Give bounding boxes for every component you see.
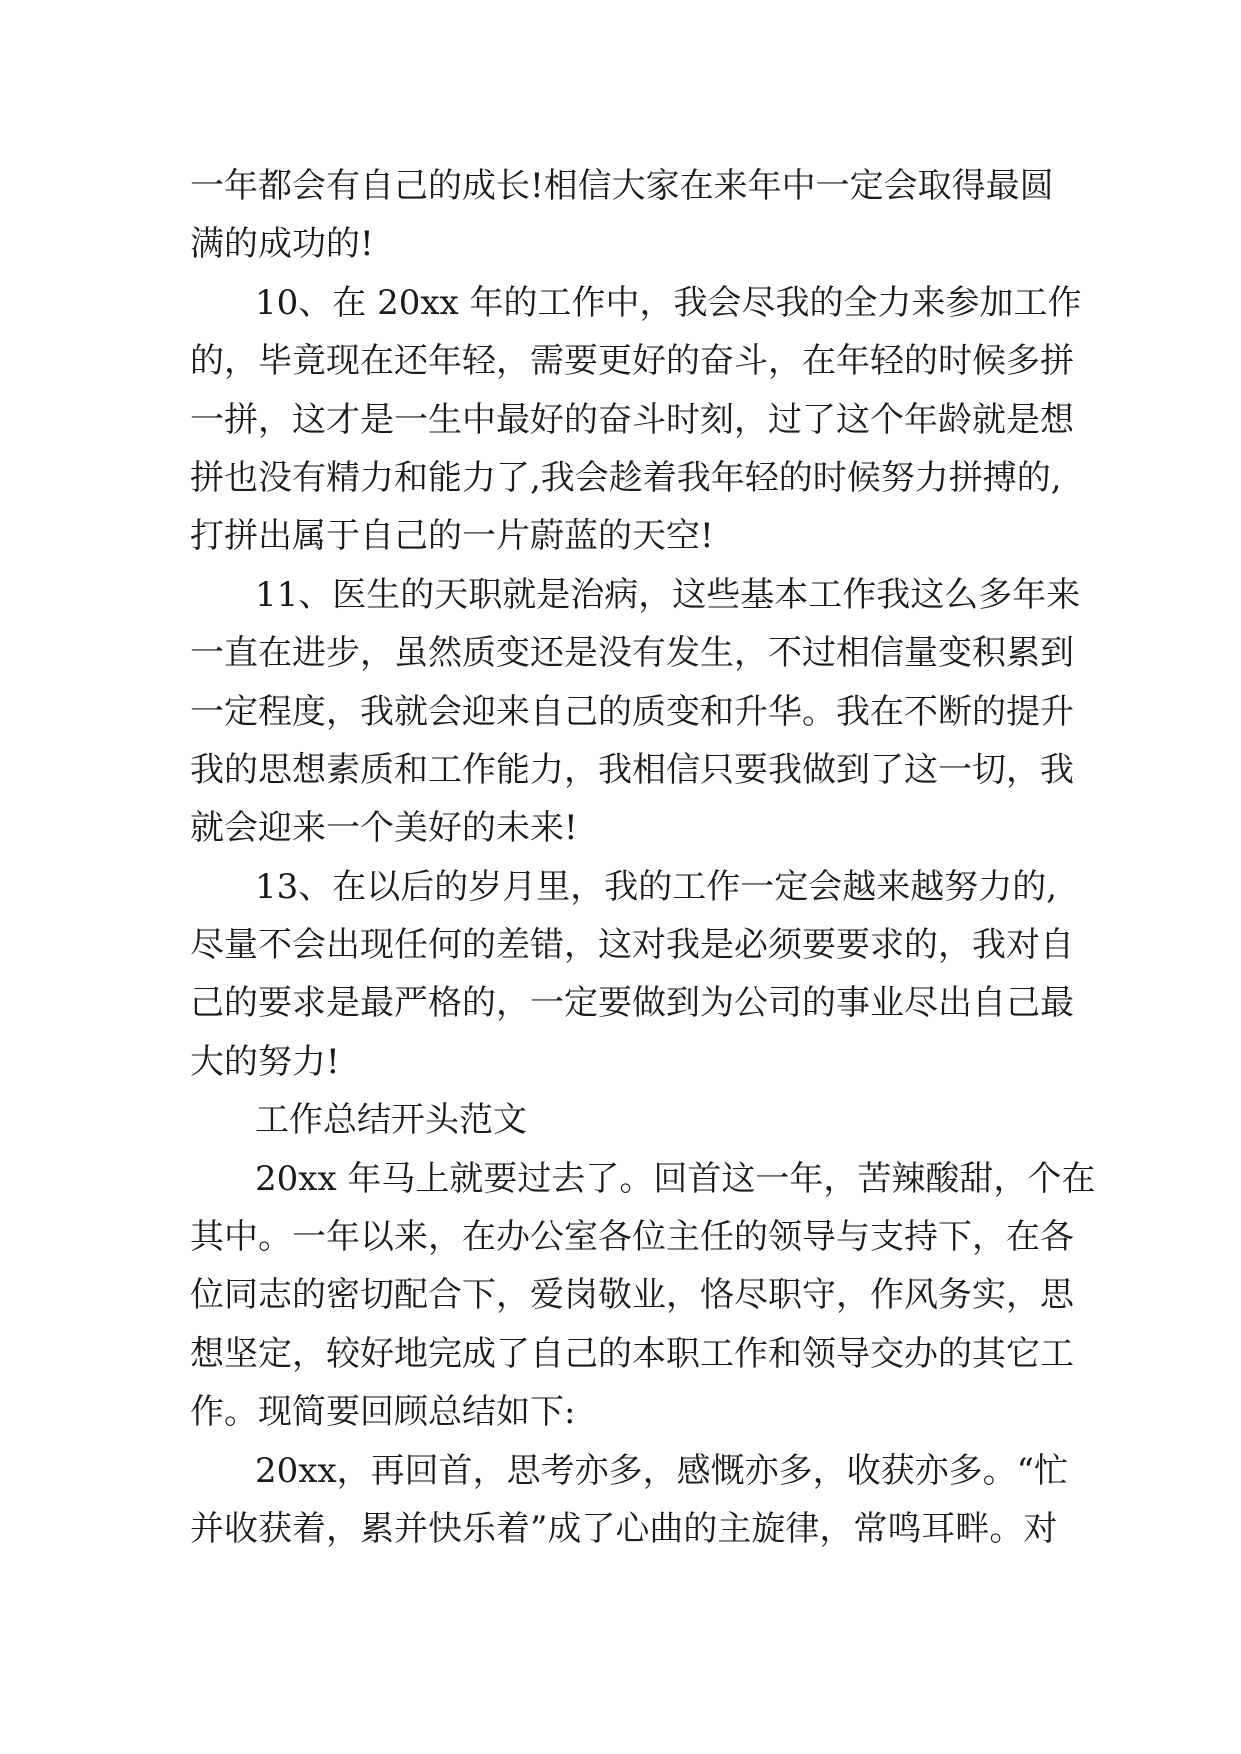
text-line: 20xx，再回首，思考亦多，感慨亦多，收获亦多。“忙 [255,1450,1068,1491]
text-line: 大的努力! [190,1041,340,1082]
text-line: 作。现简要回顾总结如下: [190,1392,576,1433]
text-line: 想坚定，较好地完成了自己的本职工作和领导交办的其它工 [190,1333,1074,1374]
text-line: 10、在 20xx 年的工作中，我会尽我的全力来参加工作 [255,282,1082,323]
text-line: 一年都会有自己的成长!相信大家在来年中一定会取得最圆 [190,166,1054,206]
text-line: 我的思想素质和工作能力，我相信只要我做到了这一切，我 [190,749,1074,790]
text-line: 尽量不会出现任何的差错，这对我是必须要要求的，我对自 [190,925,1074,966]
text-line: 13、在以后的岁月里，我的工作一定会越来越努力的, [255,866,1058,907]
text-line: 工作总结开头范文 [255,1100,527,1141]
text-line: 11、医生的天职就是治病，这些基本工作我这么多年来 [255,574,1081,615]
text-line: 位同志的密切配合下，爱岗敬业，恪尽职守，作风务实，思 [190,1275,1074,1316]
text-line: 其中。一年以来，在办公室各位主任的领导与支持下，在各 [190,1217,1074,1258]
text-line: 一直在进步，虽然质变还是没有发生，不过相信量变积累到 [190,633,1074,674]
text-line: 并收获着，累并快乐着”成了心曲的主旋律，常鸣耳畔。对 [190,1508,1058,1549]
text-line: 的，毕竟现在还年轻，需要更好的奋斗，在年轻的时候多拼 [190,341,1074,382]
text-line: 一拼，这才是一生中最好的奋斗时刻，过了这个年龄就是想 [190,399,1074,440]
text-line: 就会迎来一个美好的未来! [190,808,578,849]
text-line: 己的要求是最严格的，一定要做到为公司的事业尽出自己最 [190,983,1074,1024]
text-line: 打拼出属于自己的一片蔚蓝的天空! [190,516,714,557]
document-body [190,157,1096,1558]
text-line: 满的成功的! [190,224,374,265]
text-line: 拼也没有精力和能力了,我会趁着我年轻的时候努力拼搏的, [190,457,1062,498]
text-line: 一定程度，我就会迎来自己的质变和升华。我在不断的提升 [190,691,1074,732]
text-line: 20xx 年马上就要过去了。回首这一年，苦辣酸甜，个在 [255,1158,1096,1199]
